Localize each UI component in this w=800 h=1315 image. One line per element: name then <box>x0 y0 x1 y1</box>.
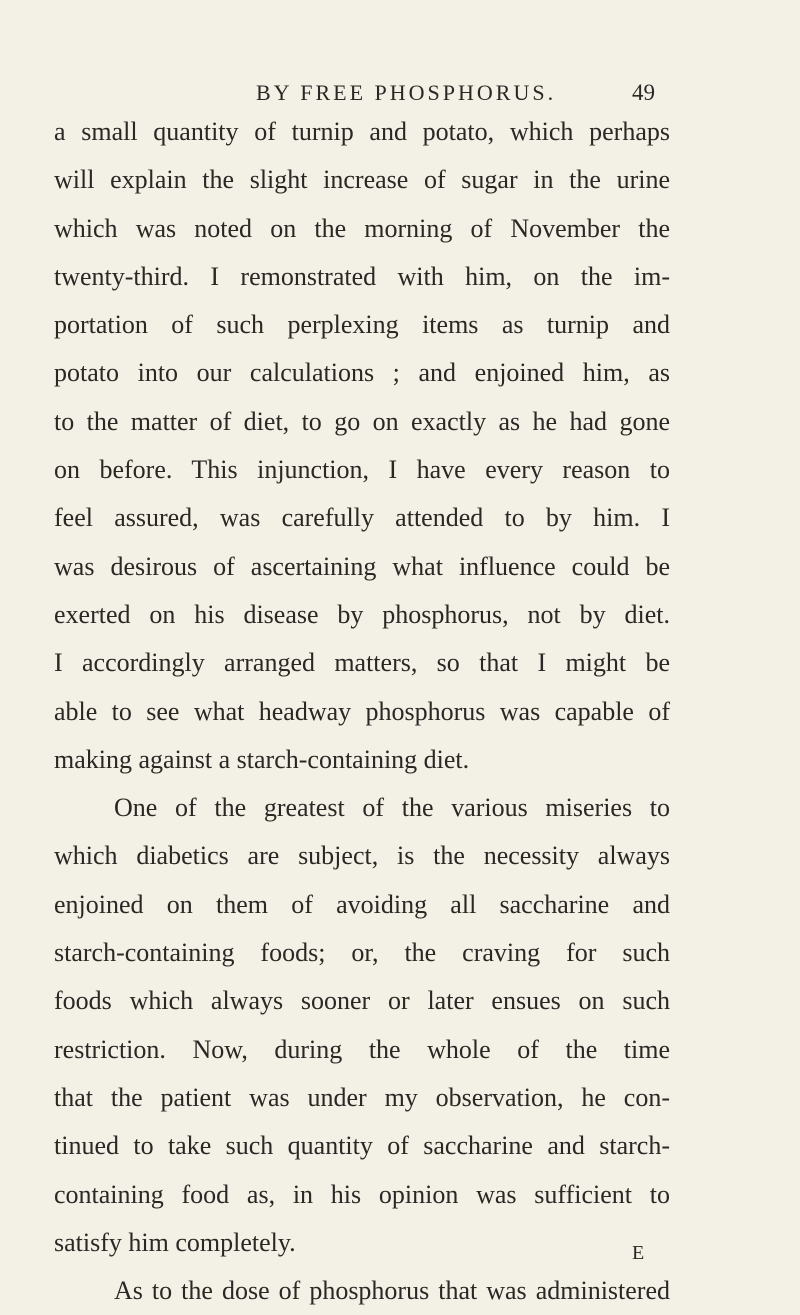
text-line: enjoined on them of avoiding all saccharine and <box>54 889 670 919</box>
text-line: that the patient was under my observation, he con- <box>54 1082 670 1112</box>
text-line: containing food as, in his opinion was sufficient to <box>54 1179 670 1209</box>
page-number: 49 <box>632 80 655 105</box>
text-line: exerted on his disease by phosphorus, not by diet. <box>54 599 670 629</box>
paragraph-start-line: As to the dose of phosphorus that was administered <box>114 1276 670 1306</box>
running-head <box>0 78 800 108</box>
text-line: will explain the slight increase of sugar in the urine <box>54 165 670 195</box>
text-line: was desirous of ascertaining what influence could be <box>54 551 670 581</box>
text-line: foods which always sooner or later ensues on such <box>54 986 670 1016</box>
text-line: restriction. Now, during the whole of the time <box>54 1034 670 1064</box>
text-line: a small quantity of turnip and potato, which perhaps <box>54 117 670 146</box>
paragraph-start-line: One of the greatest of the various miseries to <box>114 793 670 823</box>
text-line: twenty-third. I remonstrated with him, on the im- <box>54 261 670 291</box>
text-line: potato into our calculations ; and enjoined him, as <box>54 358 670 388</box>
text-line: which diabetics are subject, is the necessity always <box>54 841 670 871</box>
text-line: starch-containing foods; or, the craving for such <box>54 938 670 968</box>
text-line: tinued to take such quantity of saccharine and starch- <box>54 1131 670 1161</box>
text-line: satisfy him completely. <box>54 1227 296 1257</box>
running-head-title: BY FREE PHOSPHORUS. <box>256 80 557 105</box>
text-line: I accordingly arranged matters, so that I might be <box>54 648 670 678</box>
text-line: able to see what headway phosphorus was capable of <box>54 696 670 726</box>
text-line: which was noted on the morning of November the <box>54 213 670 243</box>
text-line: making against a starch-containing diet. <box>54 744 470 774</box>
text-line: on before. This injunction, I have every reason to <box>54 455 670 485</box>
text-line: portation of such perplexing items as turnip and <box>54 310 670 340</box>
body-text <box>54 108 670 1315</box>
signature-mark: E <box>632 1242 645 1264</box>
text-line: to the matter of diet, to go on exactly as he had gone <box>54 406 670 436</box>
text-line: feel assured, was carefully attended to by him. I <box>54 503 670 533</box>
